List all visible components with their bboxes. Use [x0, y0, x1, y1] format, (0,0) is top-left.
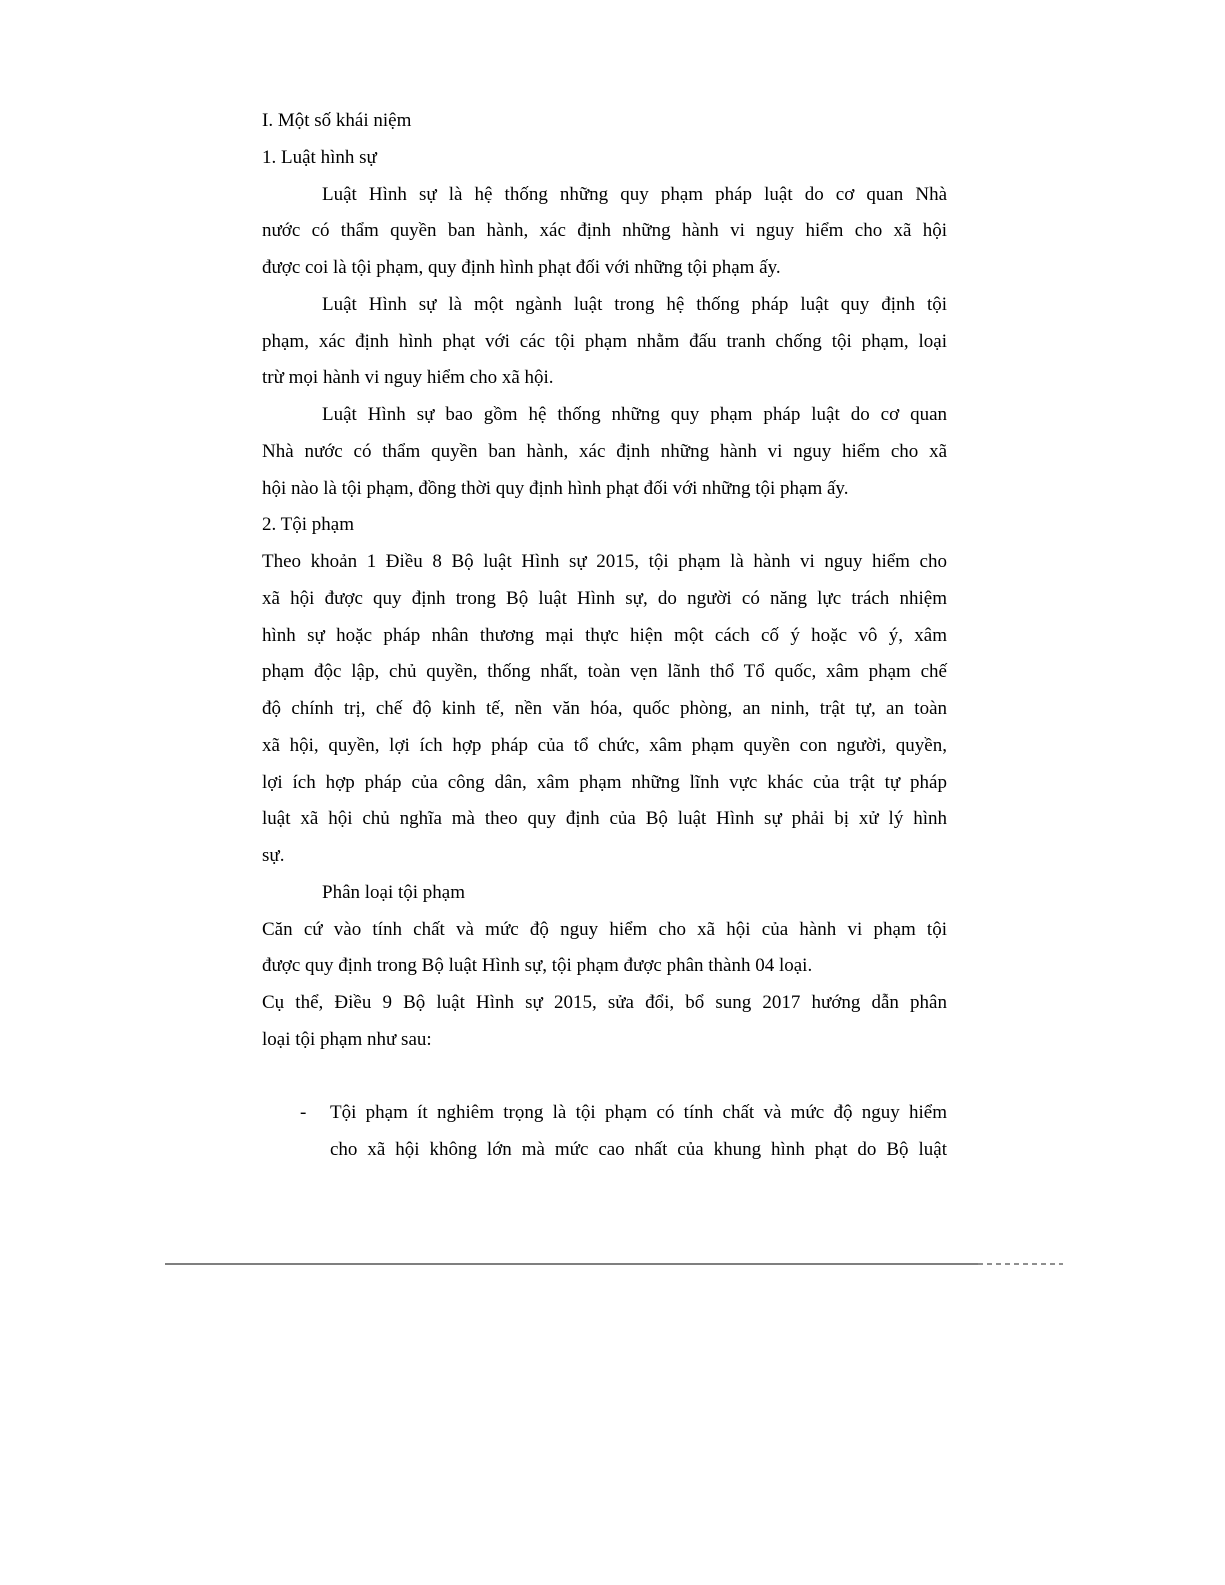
text-line: Luật Hình sự là một ngành luật trong hệ thống pháp luật quy định tội — [322, 293, 947, 315]
text-line: sự. — [262, 845, 285, 866]
text-line: phạm, xác định hình phạt với các tội phạm nhằm đấu tranh chống tội phạm, loại — [262, 330, 947, 352]
text-line: loại tội phạm như sau: — [262, 1028, 432, 1050]
bullet-text: Tội phạm ít nghiêm trọng là tội phạm có tính chất và mức độ nguy hiểm — [330, 1102, 947, 1124]
text-line: Luật Hình sự bao gồm hệ thống những quy phạm pháp luật do cơ quan — [322, 404, 947, 425]
text-line: Phân loại tội phạm — [322, 881, 466, 903]
text-line: luật xã hội chủ nghĩa mà theo quy định của Bộ luật Hình sự phải bị xử lý hình — [262, 808, 947, 830]
text-line: xã hội được quy định trong Bộ luật Hình sự, do người có năng lực trách nhiệm — [262, 587, 947, 609]
text-line: trừ mọi hành vi nguy hiểm cho xã hội. — [262, 367, 554, 389]
blank-line — [262, 1059, 947, 1096]
text-line: phạm độc lập, chủ quyền, thống nhất, toàn vẹn lãnh thổ Tổ quốc, xâm phạm chế — [262, 661, 947, 683]
text-line: Theo khoản 1 Điều 8 Bộ luật Hình sự 2015, tội phạm là hành vi nguy hiểm cho — [262, 551, 947, 572]
text-line: xã hội, quyền, lợi ích hợp pháp của tổ chức, xâm phạm quyền con người, quyền, — [262, 734, 947, 756]
bullet-dash: - — [300, 1102, 307, 1124]
text-line: được coi là tội phạm, quy định hình phạt đối với những tội phạm ấy. — [262, 257, 781, 278]
text-line: được quy định trong Bộ luật Hình sự, tội phạm được phân thành 04 loại. — [262, 955, 813, 977]
text-line: hình sự hoặc pháp nhân thương mại thực hiện một cách cố ý hoặc vô ý, xâm — [262, 624, 947, 646]
text-line: Căn cứ vào tính chất và mức độ nguy hiểm cho xã hội của hành vi phạm tội — [262, 918, 947, 940]
text-line — [262, 1095, 947, 1132]
text-line: Cụ thể, Điều 9 Bộ luật Hình sự 2015, sửa đổi, bổ sung 2017 hướng dẫn phân — [262, 992, 947, 1013]
text-line: lợi ích hợp pháp của công dân, xâm phạm những lĩnh vực khác của trật tự pháp — [262, 771, 947, 793]
footer-separator-dashes — [978, 1263, 1063, 1265]
text-line: Luật Hình sự là hệ thống những quy phạm pháp luật do cơ quan Nhà — [322, 183, 947, 205]
heading-line: I. Một số khái niệm — [262, 110, 412, 131]
text-line: Nhà nước có thẩm quyền ban hành, xác định những hành vi nguy hiểm cho xã — [262, 440, 947, 462]
heading-line: 2. Tội phạm — [262, 514, 355, 536]
text-line: cho xã hội không lớn mà mức cao nhất của khung hình phạt do Bộ luật — [330, 1139, 947, 1160]
heading-line: 1. Luật hình sự — [262, 146, 377, 168]
document-text-block — [262, 103, 947, 1169]
text-line: nước có thẩm quyền ban hành, xác định những hành vi nguy hiểm cho xã hội — [262, 220, 947, 242]
text-line: hội nào là tội phạm, đồng thời quy định hình phạt đối với những tội phạm ấy. — [262, 477, 849, 499]
footer-separator-line — [165, 1263, 978, 1265]
text-line: độ chính trị, chế độ kinh tế, nền văn hóa, quốc phòng, an ninh, trật tự, an toàn — [262, 698, 947, 719]
